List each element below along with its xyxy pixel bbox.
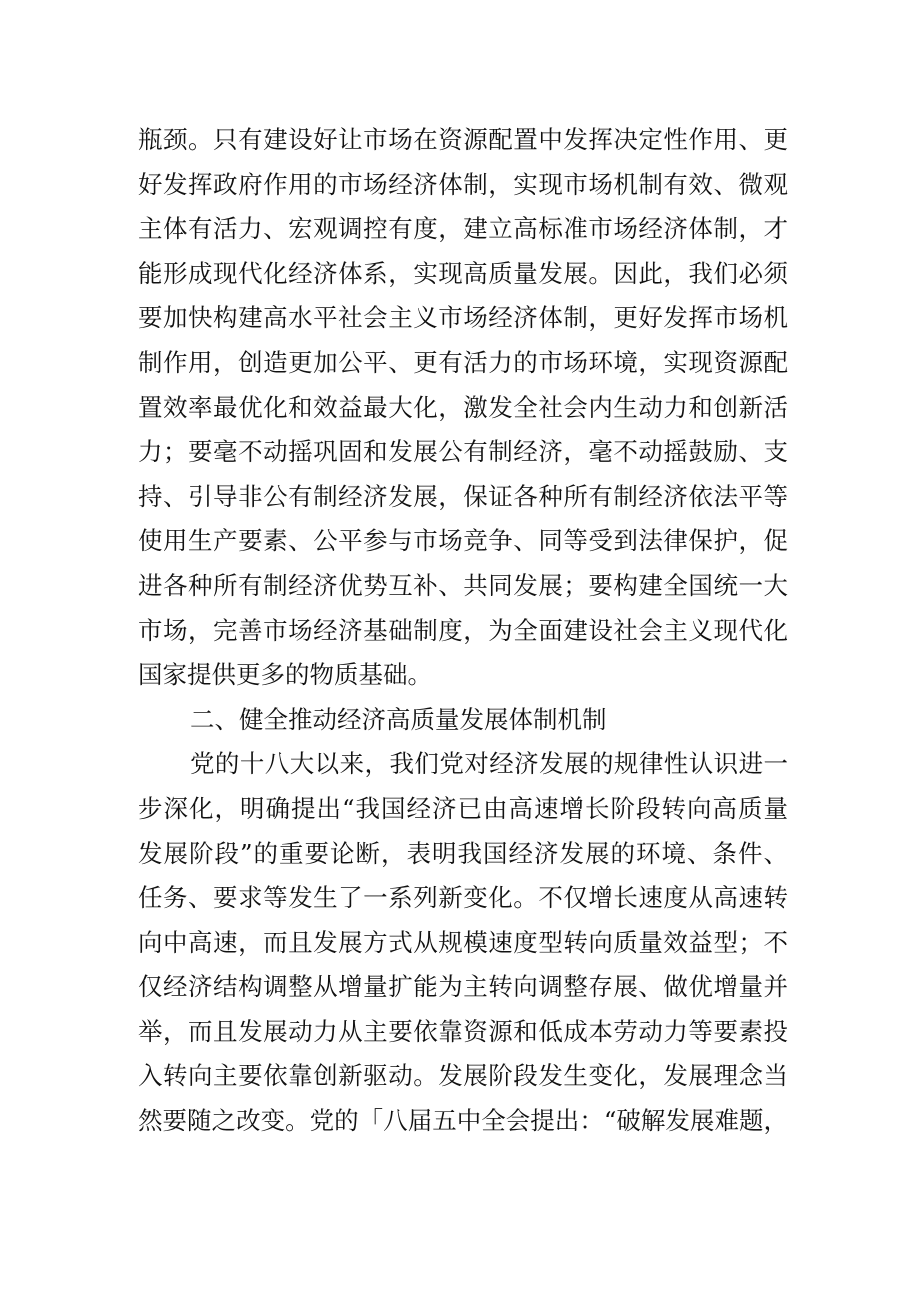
text-line: 入转向主要依靠创新驱动。发展阶段发生变化，发展理念当 xyxy=(138,1061,788,1091)
text-line: 任务、要求等发生了一系列新变化。不仅增长速度从高速转 xyxy=(138,883,788,913)
text-line: 党的十八大以来，我们党对经济发展的规律性认识进一 xyxy=(190,749,788,779)
text-line: 持、引导非公有制经济发展，保证各种所有制经济依法平等 xyxy=(138,481,788,511)
text-line: 国家提供更多的物质基础。 xyxy=(138,660,432,690)
text-line: 仅经济结构调整从增量扩能为主转向调整存展、做优增量并 xyxy=(138,972,788,1002)
text-line: 主体有活力、宏观调控有度，建立高标准市场经济体制，才 xyxy=(138,214,788,244)
text-line: 发展阶段”的重要论断，表明我国经济发展的环境、条件、 xyxy=(138,838,788,868)
section-heading: 二、健全推动经济高质量发展体制机制 xyxy=(190,704,607,734)
text-line: 好发挥政府作用的市场经济体制，实现市场机制有效、微观 xyxy=(138,169,788,199)
text-line: 瓶颈。只有建设好让市场在资源配置中发挥决定性作用、更 xyxy=(138,125,788,154)
text-line: 制作用，创造更加公平、更有活力的市场环境，实现资源配 xyxy=(138,347,788,377)
text-line: 使用生产要素、公平参与市场竞争、同等受到法律保护，促 xyxy=(138,526,788,556)
text-line: 要加快构建高水平社会主义市场经济体制，更好发挥市场机 xyxy=(138,303,788,333)
text-line: 进各种所有制经济优势互补、共同发展；要构建全国统一大 xyxy=(138,570,788,600)
text-line: 举，而且发展动力从主要依靠资源和低成本劳动力等要素投 xyxy=(138,1016,788,1046)
text-line: 向中高速，而且发展方式从规模速度型转向质量效益型；不 xyxy=(138,927,788,957)
body-text xyxy=(138,118,788,1144)
text-line: 然要随之改变。党的「八届五中全会提出：“破解发展难题， xyxy=(138,1106,788,1136)
text-line: 步深化，明确提出“我国经济已由高速增长阶段转向高质量 xyxy=(138,793,788,823)
text-line: 能形成现代化经济体系，实现高质量发展。因此，我们必须 xyxy=(138,258,788,288)
paragraph-high-quality-development xyxy=(138,742,788,1143)
text-line: 市场，完善市场经济基础制度，为全面建设社会主义现代化 xyxy=(138,615,788,645)
paragraph-market-economy xyxy=(138,118,788,698)
text-line: 置效率最优化和效益最大化，激发全社会内生动力和创新活 xyxy=(138,392,788,422)
text-line: 力；要毫不动摇巩固和发展公有制经济，毫不动摇鼓励、支 xyxy=(138,437,788,467)
